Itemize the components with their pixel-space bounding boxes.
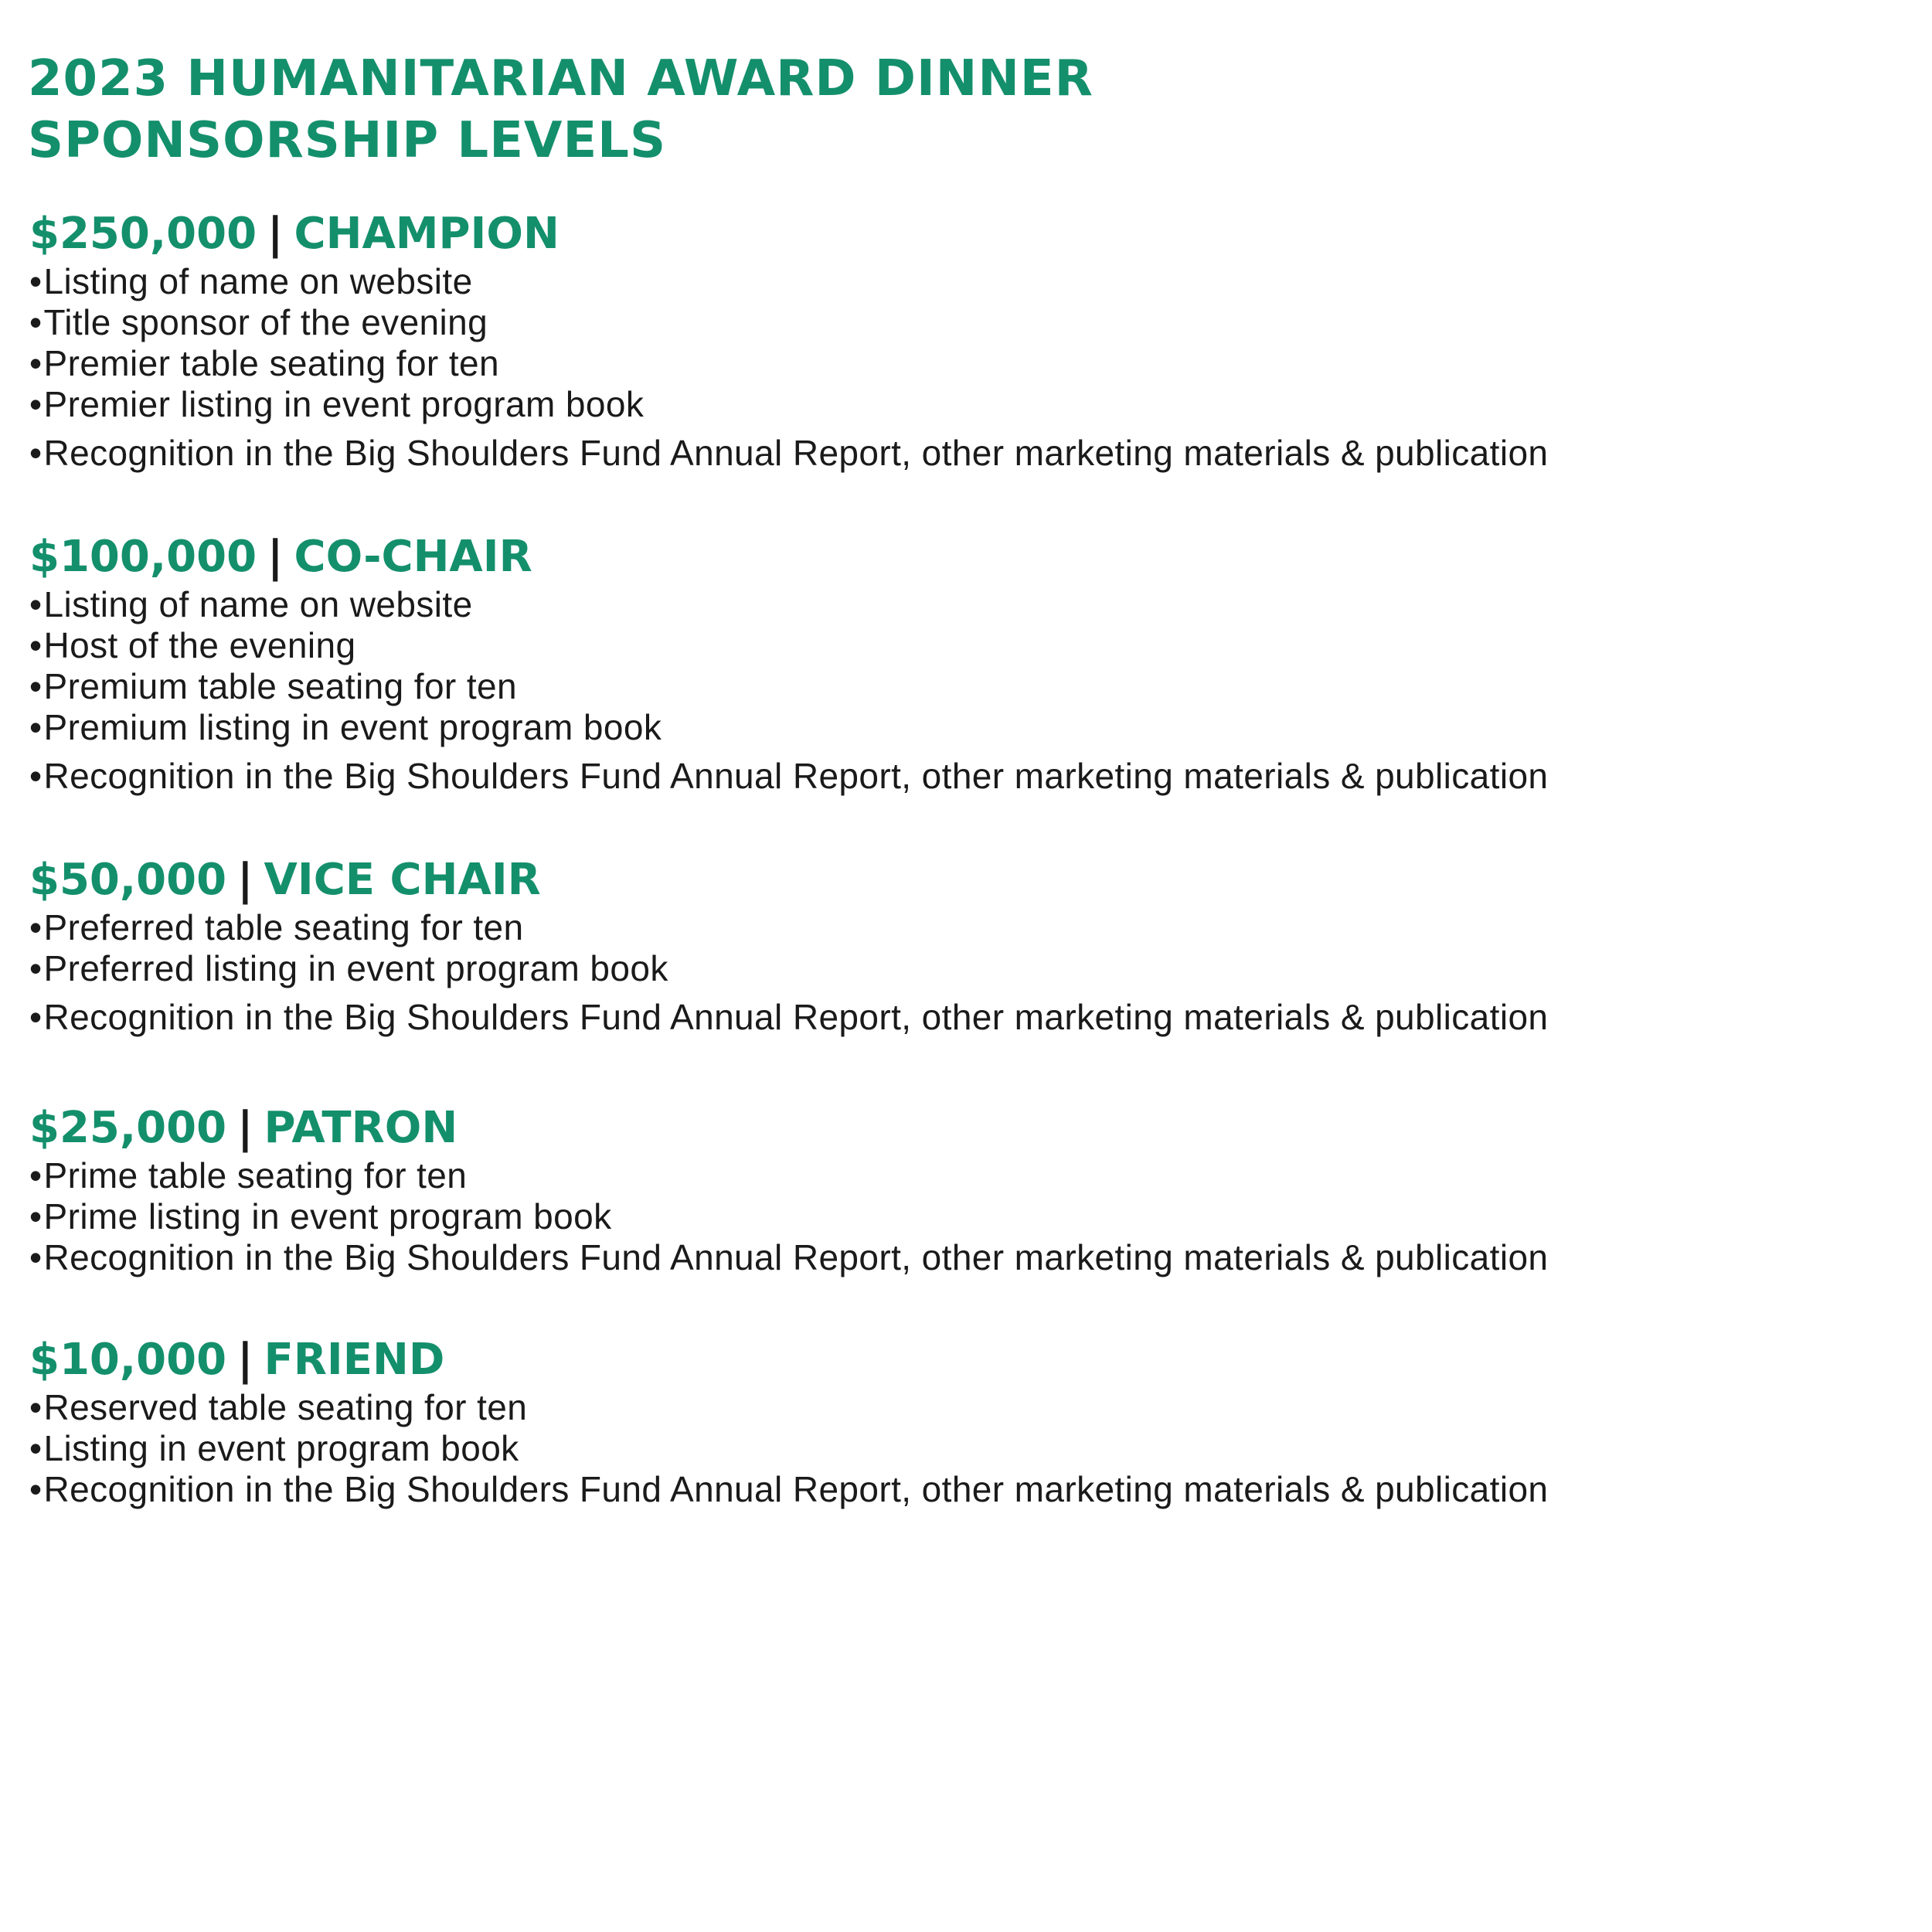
benefit-text: Premium table seating for ten [43,666,517,706]
bullet-icon: • [29,707,43,747]
sponsorship-level-friend [29,1333,1807,1510]
benefit-text: Recognition in the Big Shoulders Fund Annual Report, other marketing materials & publication [43,1469,1549,1509]
bullet-icon: • [29,625,43,665]
level-amount: $10,000 [29,1335,227,1385]
level-heading [29,530,1807,584]
level-name: VICE CHAIR [264,855,541,905]
level-separator: | [267,532,284,582]
benefit-item [29,302,1807,343]
level-heading [29,207,1807,261]
sponsorship-level-patron [29,1101,1807,1278]
benefit-item [29,948,1807,989]
benefit-text: Premium listing in event program book [43,707,662,747]
level-amount: $50,000 [29,855,227,905]
benefit-item [29,433,1807,474]
benefit-text: Recognition in the Big Shoulders Fund Annual Report, other marketing materials & publication [43,1237,1549,1277]
benefit-text: Title sponsor of the evening [43,302,488,342]
level-separator: | [237,1335,253,1385]
bullet-icon: • [29,948,43,988]
benefit-item [29,1387,1807,1428]
level-heading [29,853,1807,907]
benefit-text: Reserved table seating for ten [43,1387,528,1427]
benefit-item [29,1196,1807,1237]
level-amount: $25,000 [29,1103,227,1153]
benefit-text: Listing of name on website [43,584,473,624]
benefit-text: Recognition in the Big Shoulders Fund Annual Report, other marketing materials & publication [43,997,1549,1037]
benefit-item [29,907,1807,948]
sponsorship-level-champion [29,207,1807,474]
bullet-icon: • [29,1469,43,1509]
benefit-text: Preferred listing in event program book [43,948,668,988]
level-separator: | [237,855,253,905]
benefit-item [29,584,1807,625]
level-separator: | [237,1103,253,1153]
level-amount: $100,000 [29,532,257,582]
bullet-icon: • [29,666,43,706]
sponsorship-level-vice-chair [29,853,1807,1038]
level-name: FRIEND [264,1335,445,1385]
page-title-line-1: 2023 HUMANITARIAN AWARD DINNER [28,50,1094,107]
benefit-item [29,666,1807,707]
benefit-list [29,1155,1807,1278]
benefit-list [29,1387,1807,1510]
benefit-item [29,625,1807,666]
benefit-item [29,1469,1807,1510]
sponsorship-level-co-chair [29,530,1807,797]
benefit-text: Listing of name on website [43,261,473,301]
benefit-text: Prime table seating for ten [43,1155,468,1196]
benefit-item [29,1428,1807,1469]
bullet-icon: • [29,1428,43,1468]
benefit-list [29,907,1807,1038]
benefit-text: Recognition in the Big Shoulders Fund Annual Report, other marketing materials & publication [43,433,1549,473]
benefit-text: Recognition in the Big Shoulders Fund Annual Report, other marketing materials & publication [43,756,1549,796]
bullet-icon: • [29,302,43,342]
bullet-icon: • [29,384,43,424]
benefit-text: Premier table seating for ten [43,343,499,383]
benefit-text: Premier listing in event program book [43,384,645,424]
level-name: CO-CHAIR [294,532,532,582]
bullet-icon: • [29,343,43,383]
benefit-item [29,756,1807,797]
bullet-icon: • [29,1237,43,1277]
level-heading [29,1101,1807,1155]
benefit-item [29,343,1807,384]
level-separator: | [267,209,284,259]
bullet-icon: • [29,756,43,796]
bullet-icon: • [29,433,43,473]
bullet-icon: • [29,1155,43,1196]
page-title-line-2: SPONSORSHIP LEVELS [28,112,667,169]
benefit-item [29,1237,1807,1278]
benefit-item [29,384,1807,425]
level-heading [29,1333,1807,1387]
benefit-list [29,261,1807,474]
benefit-text: Listing in event program book [43,1428,519,1468]
benefit-item [29,707,1807,748]
level-name: CHAMPION [294,209,560,259]
bullet-icon: • [29,584,43,624]
bullet-icon: • [29,261,43,301]
level-amount: $250,000 [29,209,257,259]
benefit-text: Prime listing in event program book [43,1196,612,1236]
benefit-text: Host of the evening [43,625,356,665]
bullet-icon: • [29,1196,43,1236]
level-name: PATRON [264,1103,458,1153]
bullet-icon: • [29,997,43,1037]
bullet-icon: • [29,907,43,947]
benefit-list [29,584,1807,797]
benefit-item [29,1155,1807,1196]
page-title [28,48,1094,172]
benefit-text: Preferred table seating for ten [43,907,524,947]
benefit-item [29,997,1807,1038]
bullet-icon: • [29,1387,43,1427]
benefit-item [29,261,1807,302]
